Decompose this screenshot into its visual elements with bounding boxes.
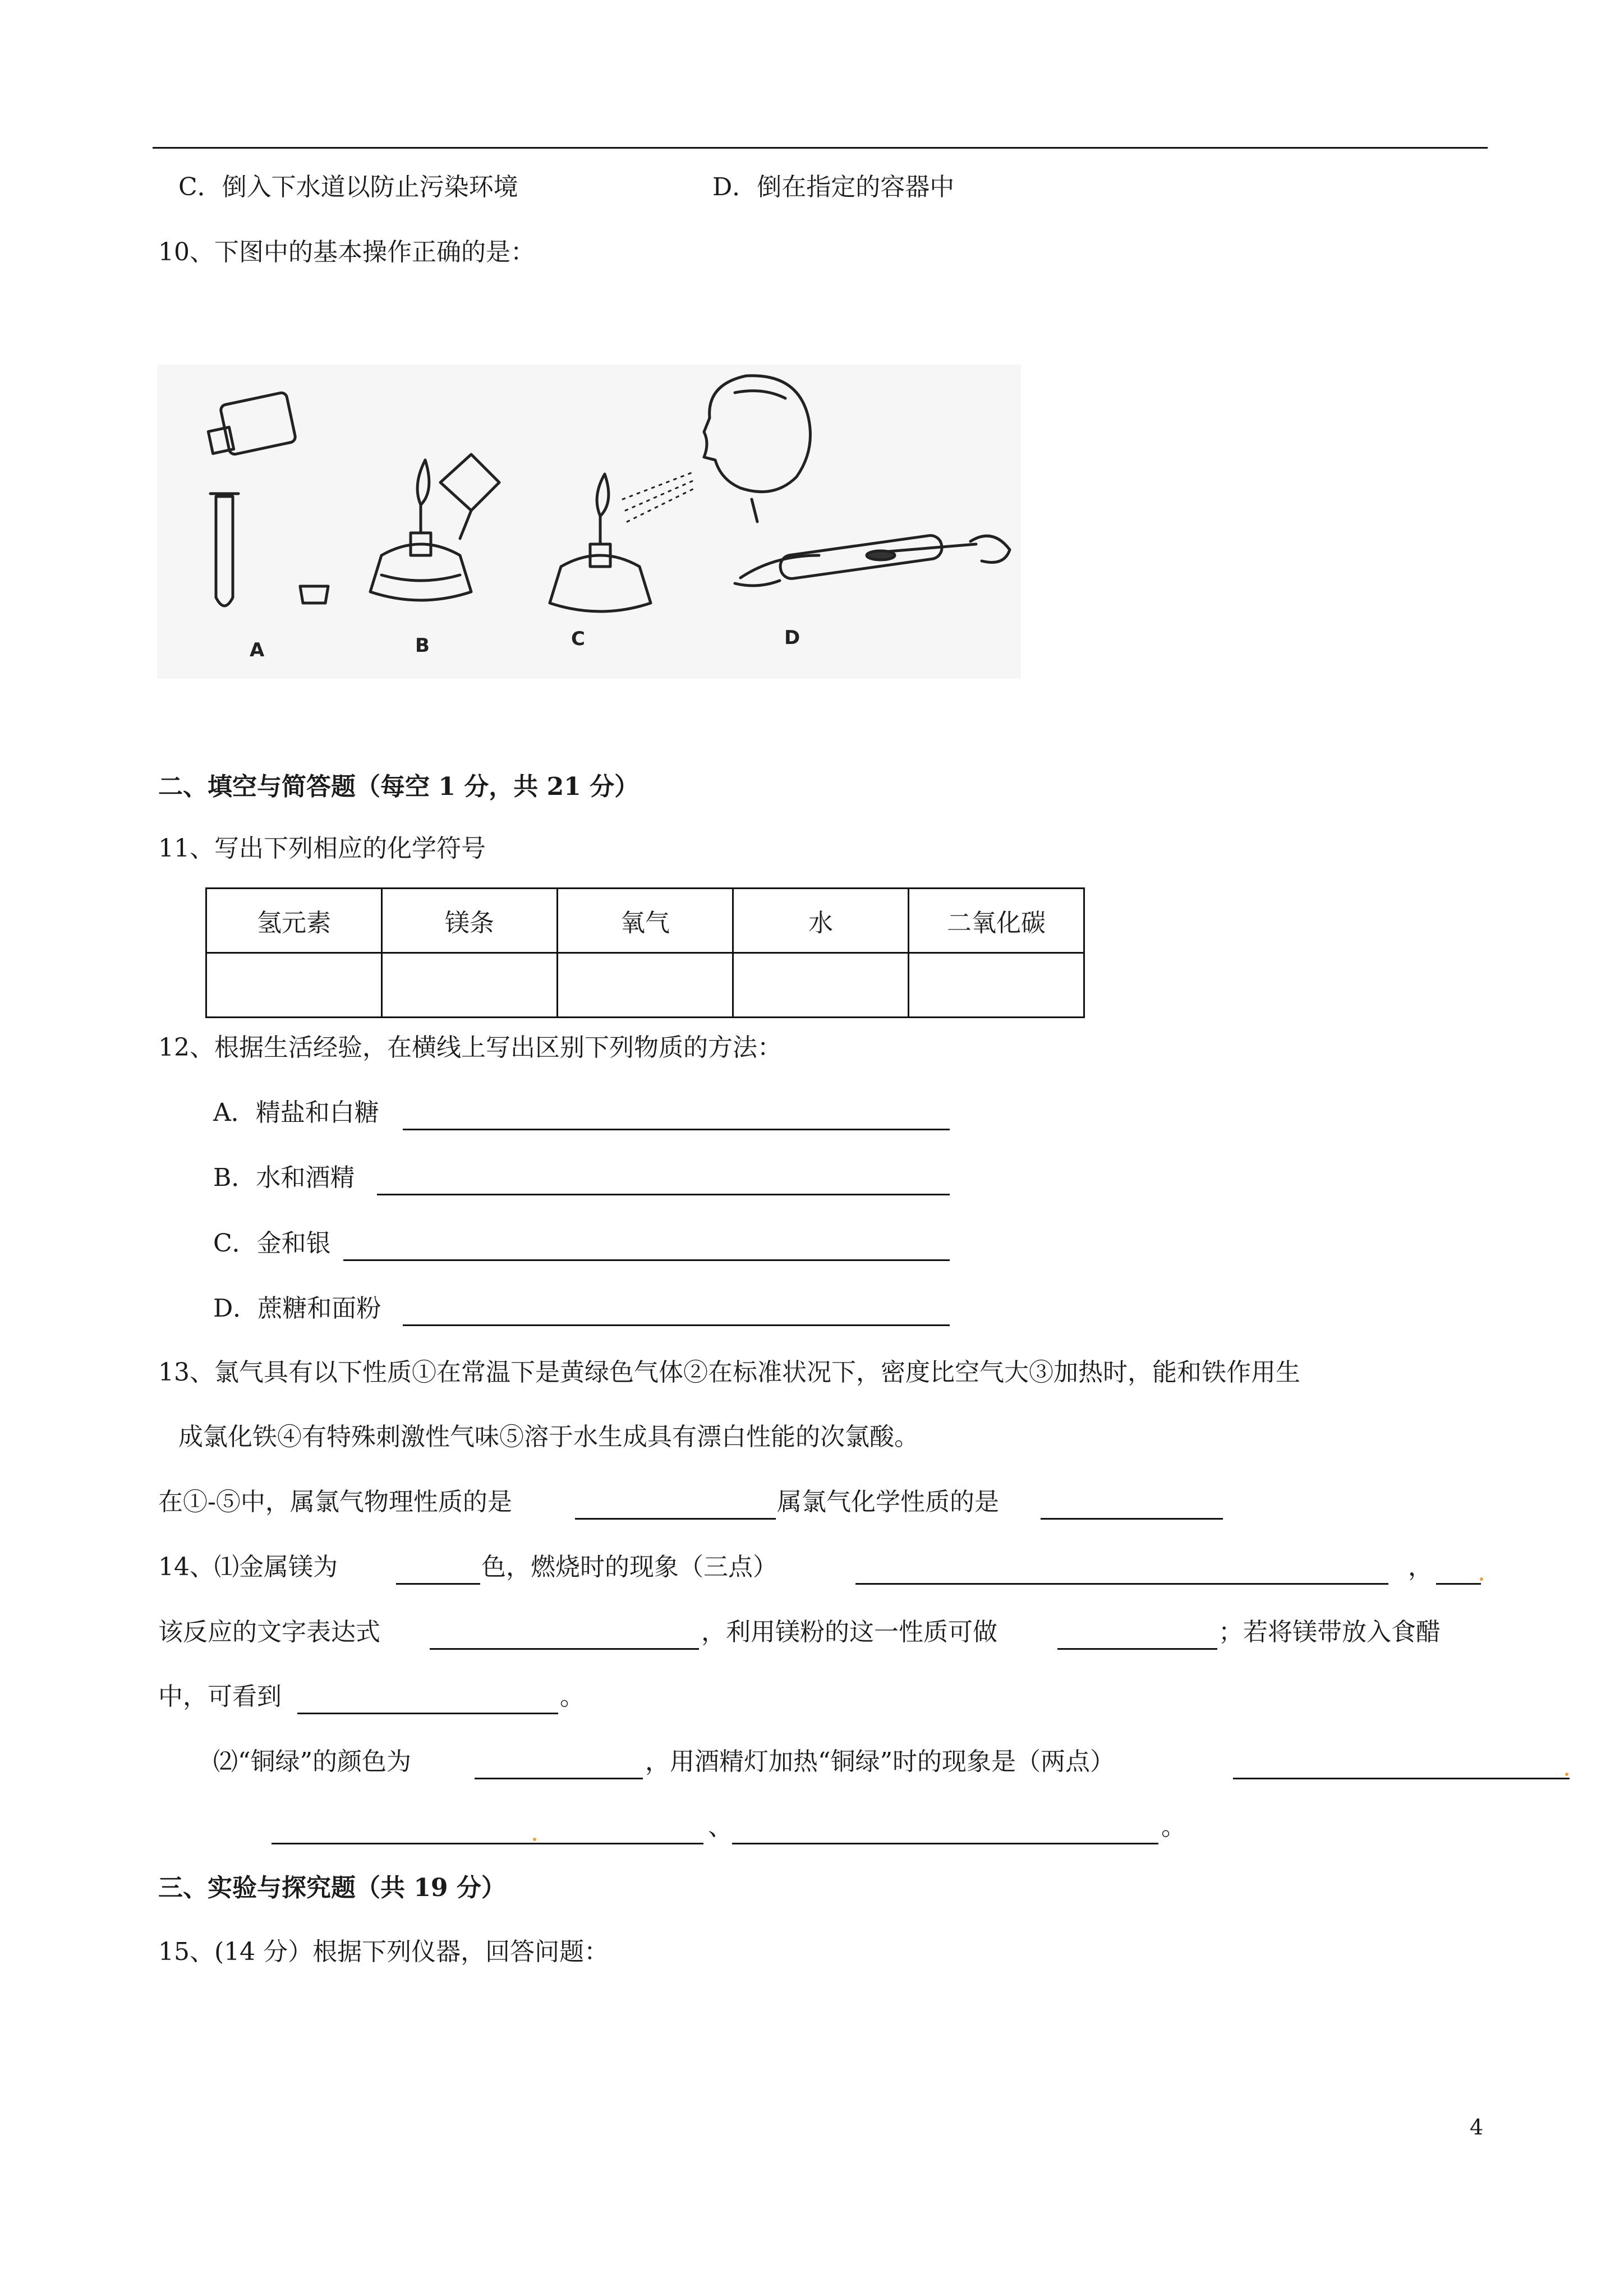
q12-stem: 12、根据生活经验，在横线上写出区别下列物质的方法：	[158, 1033, 782, 1062]
q14-part1-comma: ，	[1408, 1553, 1433, 1581]
table-header-cell: 氧气	[558, 889, 733, 953]
answer-blank[interactable]	[377, 1194, 950, 1195]
answer-cell[interactable]	[733, 953, 909, 1018]
q14-part2-b: ，利用镁粉的这一性质可做	[701, 1618, 997, 1646]
section3-heading: 三、实验与探究题（共 19 分）	[158, 1874, 506, 1902]
q13-line3-chemical: 属氯气化学性质的是	[777, 1488, 999, 1516]
figure-label-b: B	[415, 634, 430, 657]
figure-label-c: C	[571, 628, 585, 650]
figure-label-a: A	[250, 639, 265, 661]
q13-line2: 成氯化铁④有特殊刺激性气味⑤溶于水生成具有漂白性能的次氯酸。	[178, 1423, 919, 1451]
q10-stem: 10、下图中的基本操作正确的是：	[158, 238, 535, 266]
answer-blank[interactable]	[396, 1583, 480, 1585]
page-number: 4	[1470, 2115, 1484, 2139]
stray-mark	[1480, 1577, 1483, 1581]
table-answer-row	[206, 953, 1084, 1018]
q14-part5-end: 。	[1161, 1812, 1186, 1841]
q12-item-c: C．金和银	[213, 1229, 331, 1258]
q14-part5-sep: 、	[708, 1812, 733, 1841]
table-header-cell: 镁条	[382, 889, 558, 953]
q13-line3-physical: 在①-⑤中，属氯气物理性质的是	[158, 1488, 512, 1516]
answer-blank[interactable]	[1041, 1518, 1223, 1520]
q14-part4-b: ，用酒精灯加热“铜绿”时的现象是（两点）	[645, 1747, 1115, 1776]
answer-cell[interactable]	[206, 953, 382, 1018]
q12-item-b: B．水和酒精	[213, 1163, 355, 1192]
table-header-cell: 氢元素	[206, 889, 382, 953]
answer-blank[interactable]	[1436, 1583, 1481, 1585]
answer-blank[interactable]	[855, 1583, 1388, 1585]
stray-mark	[1565, 1773, 1568, 1776]
q14-part3-b: 。	[560, 1682, 585, 1711]
q11-symbol-table	[205, 887, 1085, 1018]
q10-figure	[157, 365, 1021, 679]
answer-blank[interactable]	[297, 1713, 558, 1714]
q14-part3-a: 中，可看到	[158, 1682, 282, 1711]
q12-item-a: A．精盐和白糖	[213, 1098, 379, 1127]
header-rule	[153, 147, 1488, 149]
answer-blank[interactable]	[1233, 1778, 1570, 1779]
answer-blank[interactable]	[575, 1518, 776, 1520]
q14-part1-b: 色，燃烧时的现象（三点）	[481, 1553, 778, 1581]
q14-part4-a: ⑵“铜绿”的颜色为	[213, 1747, 411, 1776]
q14-part2-a: 该反应的文字表达式	[158, 1618, 380, 1646]
q9-option-d: D．倒在指定的容器中	[712, 173, 955, 201]
answer-cell[interactable]	[909, 953, 1084, 1018]
answer-blank[interactable]	[732, 1843, 1158, 1844]
q14-part1-a: 14、⑴金属镁为	[158, 1553, 338, 1581]
answer-blank[interactable]	[272, 1843, 703, 1844]
answer-blank[interactable]	[475, 1778, 643, 1779]
section2-heading: 二、填空与简答题（每空 1 分，共 21 分）	[158, 772, 640, 801]
answer-blank[interactable]	[1057, 1648, 1217, 1650]
table-header-cell: 二氧化碳	[909, 889, 1084, 953]
stray-mark	[533, 1838, 536, 1841]
answer-blank[interactable]	[403, 1129, 950, 1130]
q15-stem: 15、(14 分）根据下列仪器，回答问题：	[158, 1938, 609, 1966]
q9-option-c: C．倒入下水道以防止污染环境	[178, 173, 518, 201]
q11-stem: 11、写出下列相应的化学符号	[158, 834, 486, 863]
q13-line1: 13、氯气具有以下性质①在常温下是黄绿色气体②在标准状况下，密度比空气大③加热时，能和铁作用生	[158, 1358, 1300, 1387]
answer-cell[interactable]	[382, 953, 558, 1018]
table-header-row	[206, 889, 1084, 953]
answer-blank[interactable]	[430, 1648, 699, 1650]
q12-item-d: D．蔗糖和面粉	[213, 1294, 381, 1323]
figure-label-d: D	[784, 627, 801, 649]
table-header-cell: 水	[733, 889, 909, 953]
answer-blank[interactable]	[343, 1259, 950, 1261]
answer-cell[interactable]	[558, 953, 733, 1018]
answer-blank[interactable]	[403, 1324, 950, 1326]
q14-part2-c: ；若将镁带放入食醋	[1218, 1618, 1441, 1646]
